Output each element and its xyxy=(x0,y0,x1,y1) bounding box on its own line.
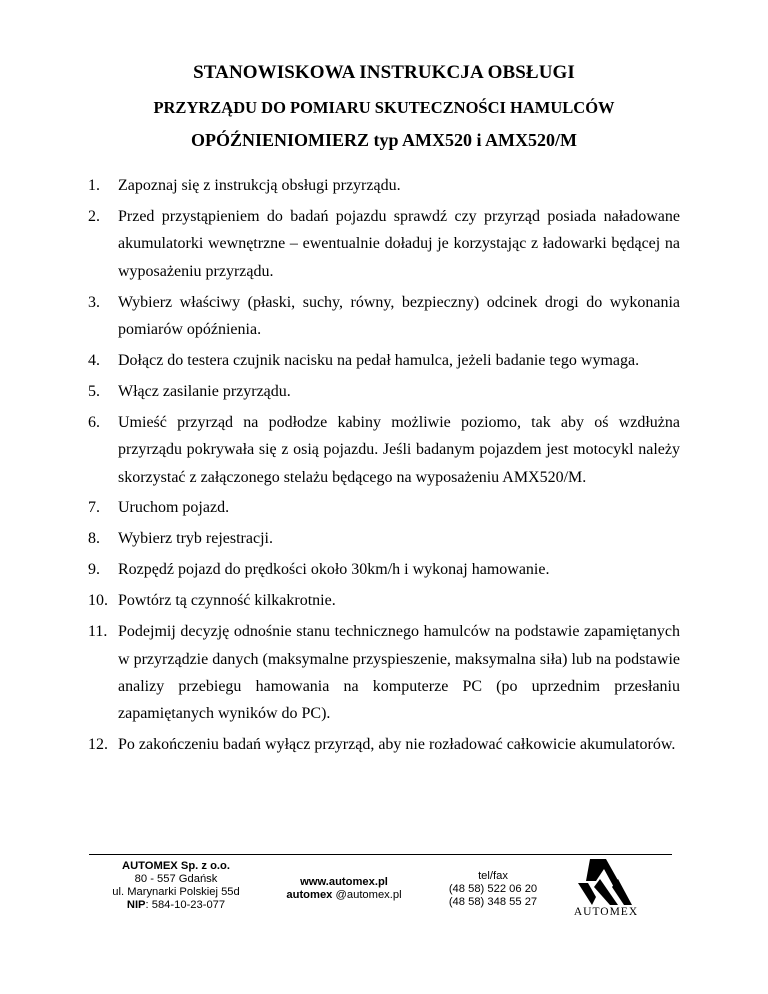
company-city: 80 - 557 Gdańsk xyxy=(134,873,218,885)
phone-1: (48 58) 522 06 20 xyxy=(448,883,538,895)
nip-value: : 584-10-23-077 xyxy=(145,899,226,911)
step-number: 2. xyxy=(88,207,100,225)
logo-text: AUTOMEX xyxy=(573,906,639,918)
step-number: 1. xyxy=(88,177,100,194)
company-street: ul. Marynarki Polskiej 55d xyxy=(112,886,240,898)
step-text: Rozpędź pojazd do prędkości około 30km/h i wykonaj hamowanie. xyxy=(118,561,550,579)
step-text: Umieść przyrząd na podłodze kabiny możliwie poziomo, tak aby oś wzdłużna przyrządu pokrywała się z osią pojazdu. Jeśli badanym pojazdem jest motocykl należy skorzystać z załączonego stelażu będącego na wyposażeniu AMX520/M. xyxy=(118,413,680,486)
company-address xyxy=(86,860,266,912)
instruction-step xyxy=(88,587,680,614)
step-number: 9. xyxy=(88,561,100,579)
instruction-step xyxy=(88,289,680,344)
step-text: Podejmij decyzję odnośnie stanu technicznego hamulców na podstawie zapamiętanych w przyrządzie danych (maksymalne przyspieszenie, maksymalna siła) lub na podstawie analizy przebiegu hamowania na komputerze PC (po uprzednim przesłaniu zapamiętanych wyników do PC). xyxy=(118,623,680,723)
company-nip xyxy=(86,899,266,912)
company-web xyxy=(269,876,419,902)
footer-divider xyxy=(89,854,672,855)
step-text: Wybierz właściwy (płaski, suchy, równy, bezpieczny) odcinek drogi do wykonania pomiarów opóźnienia. xyxy=(118,293,680,339)
document-subtitle: PRZYRZĄDU DO POMIARU SKUTECZNOŚCI HAMULCÓW xyxy=(153,98,615,117)
step-number: 4. xyxy=(88,351,100,369)
step-number: 11. xyxy=(88,623,108,641)
company-phones xyxy=(428,870,558,909)
step-text: Uruchom pojazd. xyxy=(118,499,230,517)
telfax-label: tel/fax xyxy=(478,870,508,882)
step-number: 3. xyxy=(88,293,100,311)
step-text: Zapoznaj się z instrukcją obsługi przyrządu. xyxy=(118,177,401,194)
device-model: OPÓŹNIENIOMIERZ typ AMX520 i AMX520/M xyxy=(190,130,577,150)
instruction-step xyxy=(88,347,680,374)
step-number: 12. xyxy=(88,736,108,754)
instruction-step xyxy=(88,731,680,758)
step-number: 8. xyxy=(88,530,100,548)
step-number: 7. xyxy=(88,499,100,517)
email-user: automex xyxy=(286,889,333,901)
instruction-step xyxy=(88,494,680,521)
step-text: Wybierz tryb rejestracji. xyxy=(118,530,273,548)
website-link[interactable]: www.automex.pl xyxy=(300,876,388,888)
step-text: Włącz zasilanie przyrządu. xyxy=(118,382,291,400)
step-number: 5. xyxy=(88,382,100,400)
phone-2: (48 58) 348 55 27 xyxy=(448,896,538,908)
instruction-step xyxy=(88,556,680,583)
instruction-step xyxy=(88,525,680,552)
email-domain: @automex.pl xyxy=(332,889,402,901)
step-text: Przed przystąpieniem do badań pojazdu sprawdź czy przyrząd posiada naładowane akumulatorki wewnętrzne – ewentualnie doładuj je korzystając z ładowarki będącej na wyposażeniu przyrządu. xyxy=(118,207,680,280)
step-text: Powtórz tą czynność kilkakrotnie. xyxy=(118,592,336,610)
instruction-step xyxy=(88,203,680,285)
nip-label: NIP xyxy=(126,899,146,911)
instruction-step xyxy=(88,172,680,199)
instruction-step xyxy=(88,618,680,728)
email-link[interactable] xyxy=(269,889,419,902)
document-title: STANOWISKOWA INSTRUKCJA OBSŁUGI xyxy=(193,62,575,83)
instruction-step xyxy=(88,409,680,491)
step-text: Dołącz do testera czujnik nacisku na pedał hamulca, jeżeli badanie tego wymaga. xyxy=(118,351,640,369)
company-name: AUTOMEX Sp. z o.o. xyxy=(122,860,230,872)
instruction-step xyxy=(88,378,680,405)
step-text: Po zakończeniu badań wyłącz przyrząd, aby nie rozładować całkowicie akumulatorów. xyxy=(118,736,676,754)
step-number: 10. xyxy=(88,592,108,610)
instruction-list xyxy=(88,172,680,762)
step-number: 6. xyxy=(88,413,100,431)
